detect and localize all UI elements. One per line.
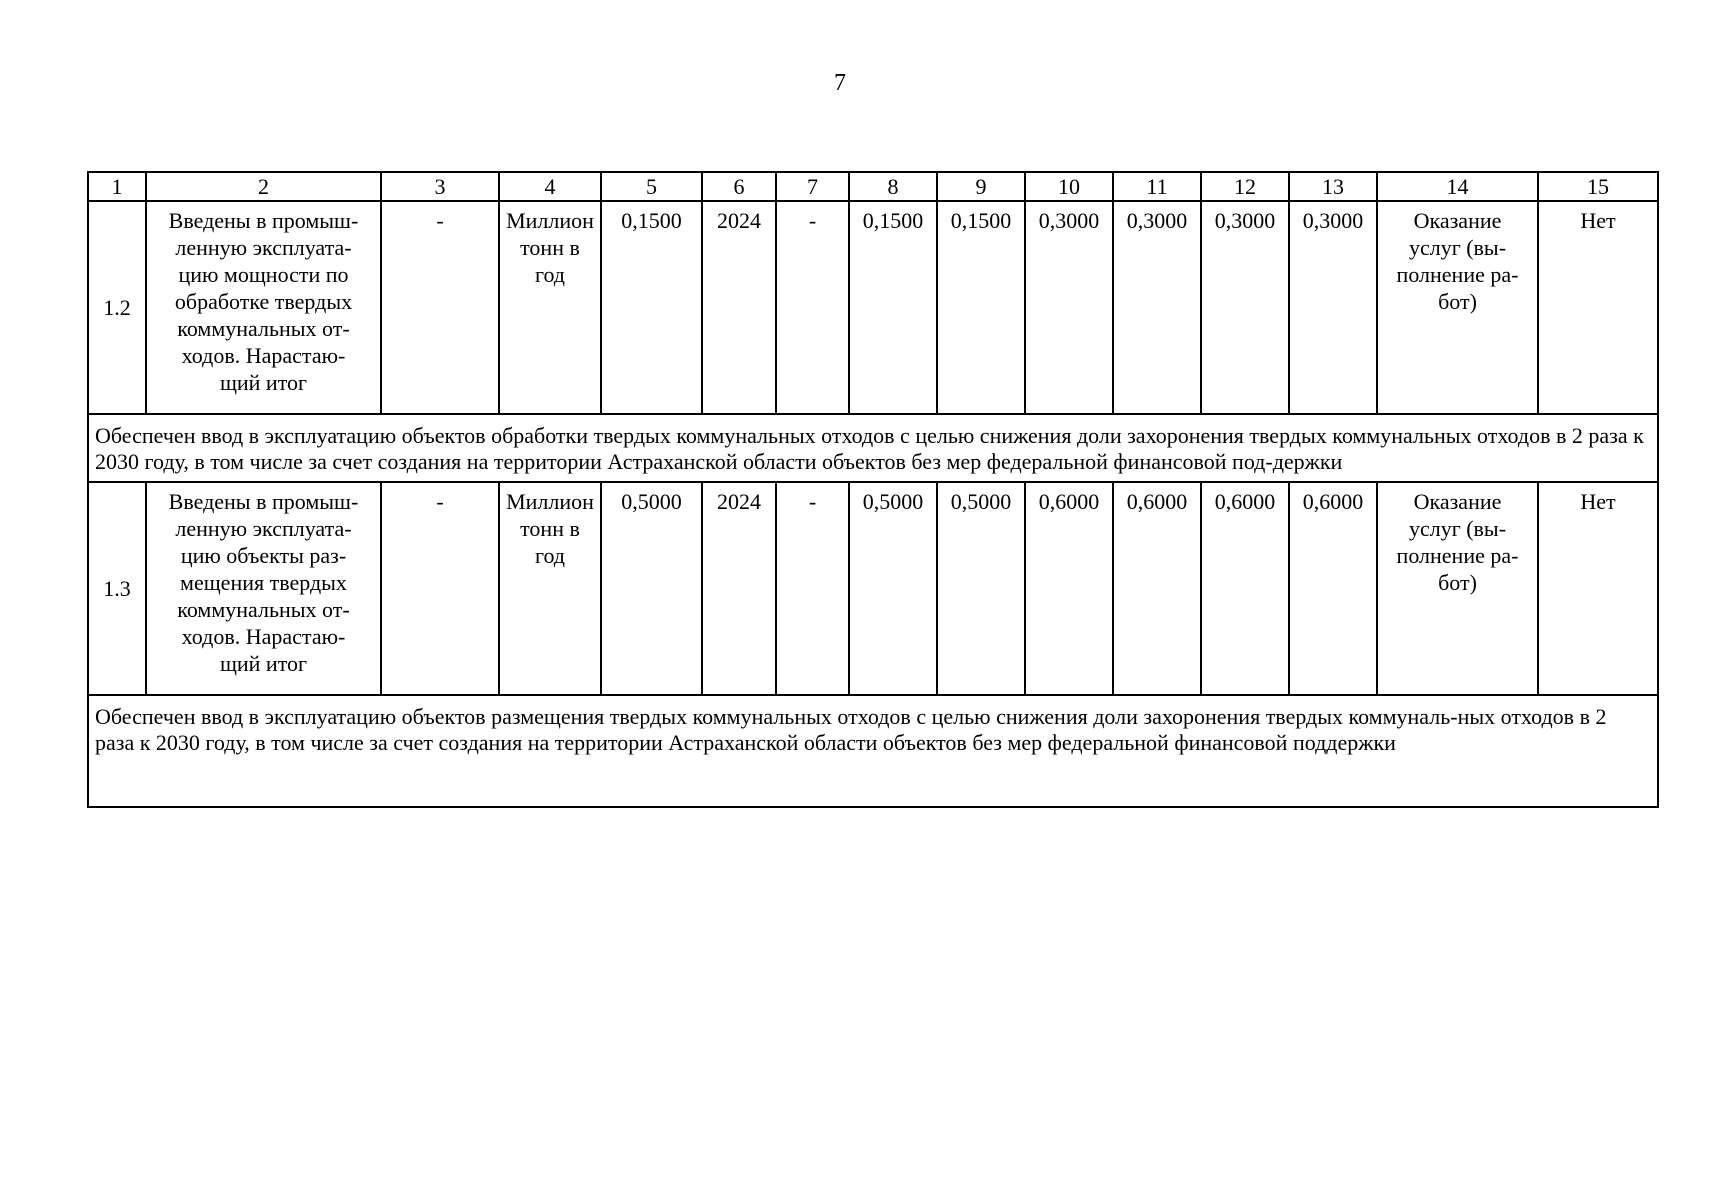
column-number-5: 5 — [601, 172, 702, 201]
note-row — [88, 695, 1658, 807]
cell-col10: 0,3000 — [1025, 201, 1113, 414]
column-number-15: 15 — [1538, 172, 1658, 201]
cell-col11: 0,6000 — [1113, 482, 1201, 695]
cell-col3: - — [381, 482, 499, 695]
cell-col15: Нет — [1538, 482, 1658, 695]
cell-col6: 2024 — [702, 201, 776, 414]
cell-col14: Оказание услуг (вы- полнение ра- бот) — [1377, 201, 1538, 414]
cell-col7: - — [776, 201, 849, 414]
column-number-4: 4 — [499, 172, 601, 201]
column-number-3: 3 — [381, 172, 499, 201]
cell-col12: 0,3000 — [1201, 201, 1289, 414]
unit-of-measure: Миллион тонн в год — [499, 201, 601, 414]
cell-col12: 0,6000 — [1201, 482, 1289, 695]
column-number-1: 1 — [88, 172, 146, 201]
column-number-6: 6 — [702, 172, 776, 201]
table-row — [88, 482, 1658, 695]
column-number-9: 9 — [937, 172, 1025, 201]
column-number-8: 8 — [849, 172, 937, 201]
page-number: 7 — [834, 70, 846, 96]
cell-col9: 0,1500 — [937, 201, 1025, 414]
cell-col8: 0,1500 — [849, 201, 937, 414]
result-note: Обеспечен ввод в эксплуатацию объектов размещения твердых коммунальных отходов с целью снижения доли захоронения твердых коммуналь-ных отходов в 2 раза к 2030 году, в том числе за счет создания на территории Астраханской области объектов без мер федеральной финансовой поддержки — [88, 695, 1658, 807]
cell-col9: 0,5000 — [937, 482, 1025, 695]
row-number: 1.3 — [88, 482, 146, 695]
row-number: 1.2 — [88, 201, 146, 414]
cell-col11: 0,3000 — [1113, 201, 1201, 414]
result-note: Обеспечен ввод в эксплуатацию объектов обработки твердых коммунальных отходов с целью снижения доли захоронения твердых коммунальных отходов в 2 раза к 2030 году, в том числе за счет создания на территории Астраханской области объектов без мер федеральной финансовой под-держки — [88, 414, 1658, 482]
cell-col10: 0,6000 — [1025, 482, 1113, 695]
column-number-11: 11 — [1113, 172, 1201, 201]
column-number-2: 2 — [146, 172, 381, 201]
indicators-table — [87, 171, 1659, 808]
column-number-7: 7 — [776, 172, 849, 201]
cell-col8: 0,5000 — [849, 482, 937, 695]
table-row — [88, 201, 1658, 414]
cell-col6: 2024 — [702, 482, 776, 695]
cell-col5: 0,5000 — [601, 482, 702, 695]
column-number-14: 14 — [1377, 172, 1538, 201]
cell-col14: Оказание услуг (вы- полнение ра- бот) — [1377, 482, 1538, 695]
column-number-12: 12 — [1201, 172, 1289, 201]
cell-col7: - — [776, 482, 849, 695]
cell-col3: - — [381, 201, 499, 414]
column-number-10: 10 — [1025, 172, 1113, 201]
note-row — [88, 414, 1658, 482]
indicator-name: Введены в промыш- ленную эксплуата- цию объекты раз- мещения твердых коммунальных от- ходов. Нарастаю- щий итог — [146, 482, 381, 695]
cell-col13: 0,3000 — [1289, 201, 1377, 414]
column-number-13: 13 — [1289, 172, 1377, 201]
cell-col13: 0,6000 — [1289, 482, 1377, 695]
column-number-row — [88, 172, 1658, 201]
cell-col5: 0,1500 — [601, 201, 702, 414]
cell-col15: Нет — [1538, 201, 1658, 414]
indicator-name: Введены в промыш- ленную эксплуата- цию мощности по обработке твердых коммунальных от- ходов. Нарастаю- щий итог — [146, 201, 381, 414]
unit-of-measure: Миллион тонн в год — [499, 482, 601, 695]
